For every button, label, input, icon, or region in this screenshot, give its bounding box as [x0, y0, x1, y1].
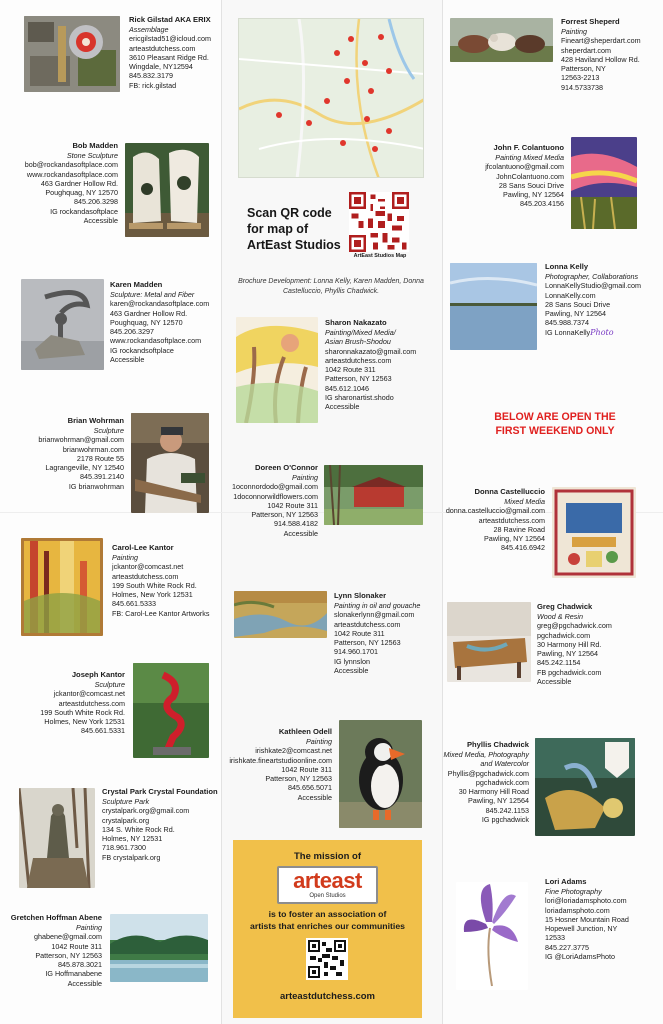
- contact-website: brianwohrman.com: [62, 444, 124, 454]
- contact-website: pgchadwick.com: [475, 777, 529, 787]
- contact-email: jfcolantuono@gmail.com: [485, 162, 564, 172]
- contact-social: FB crystalpark.org: [102, 852, 161, 862]
- artwork-photo-game-board-collage: [552, 487, 636, 578]
- contact-zip: 12563-2213: [561, 73, 600, 83]
- artist-entry-gretchen-abene: [11, 913, 102, 988]
- artwork-photo-red-sculpture: [133, 663, 209, 758]
- artist-name: John F. Colantuono: [493, 143, 564, 152]
- artist-medium: Painting: [292, 473, 318, 482]
- artist-name: Lynn Slonaker: [334, 591, 387, 600]
- artist-entry-lynn-slonaker: [334, 591, 420, 675]
- artwork-photo-brush-painting: [236, 317, 318, 423]
- contact-email: Fineart@sheperdart.com: [561, 36, 641, 46]
- artwork-photo-red-barn: [324, 465, 423, 525]
- contact-phone: 845.206.3298: [74, 197, 118, 207]
- contact-address: 463 Gardner Hollow Rd.: [40, 178, 118, 188]
- qr-code-map[interactable]: [349, 192, 409, 252]
- accessible-note: Accessible: [67, 978, 102, 988]
- contact-address: 1042 Route 311: [334, 628, 385, 638]
- contact-website: irishkate.fineartstudioonline.com: [229, 755, 332, 765]
- contact-phone: 845.832.3179: [129, 71, 173, 81]
- website-link[interactable]: arteastdutchess.com: [279, 991, 376, 1002]
- artist-entry-greg-chadwick: [537, 602, 612, 686]
- contact-city: Pawling, NY 12564: [545, 309, 607, 319]
- artist-medium: Sculpture: [93, 426, 124, 435]
- contact-city: Lagrangeville, NY 12540: [45, 463, 124, 473]
- accessible-note: Accessible: [110, 355, 145, 365]
- contact-website: LonnaKelly.com: [545, 290, 596, 300]
- mission-title: The mission of: [293, 851, 362, 862]
- contact-email: ericgilstad51@icloud.com: [129, 34, 212, 44]
- contact-website: www.rockandasoftplace.com: [26, 169, 118, 179]
- artwork-photo-metal-sculpture: [21, 279, 104, 370]
- artist-name: Phyllis Chadwick: [466, 740, 529, 749]
- artist-entry-crystal-park: [102, 787, 218, 862]
- artist-name: Forrest Sheperd: [561, 17, 620, 26]
- contact-website: loriadamsphoto.com: [545, 905, 610, 915]
- contact-city: Pawling, NY 12564: [537, 649, 599, 659]
- contact-address: 2178 Route 55: [76, 453, 124, 463]
- contact-address: 1042 Route 311: [267, 500, 318, 510]
- contact-city: Pawling, NY 12564: [483, 534, 545, 544]
- contact-city: Patterson, NY 12563: [325, 374, 392, 384]
- contact-address: 199 South White Rock Rd.: [112, 580, 197, 590]
- contact-phone: 845.203.4156: [520, 199, 564, 209]
- contact-phone: 845.242.1154: [537, 658, 581, 668]
- contact-email: donna.castelluccio@gmail.com: [445, 506, 545, 516]
- contact-city: Holmes, NY 12531: [102, 834, 163, 844]
- artist-entry-donna-castelluccio: [446, 487, 545, 553]
- artist-medium: Mixed Media, Photography: [443, 750, 529, 759]
- contact-email: ghabene@gmail.com: [33, 932, 102, 942]
- arteast-logo: [277, 866, 378, 904]
- contact-website: arteastdutchess.com: [129, 43, 196, 53]
- contact-phone: 845.656.5071: [288, 783, 332, 793]
- contact-social: IG lynnslon: [334, 656, 370, 666]
- artist-name: Rick Gilstad AKA ERIX: [129, 15, 211, 24]
- contact-website: pgchadwick.com: [537, 630, 591, 640]
- artwork-photo-lake-photograph: [450, 263, 537, 350]
- contact-email: jckantor@comcast.net: [53, 689, 125, 699]
- accessible-note: Accessible: [297, 792, 332, 802]
- artist-medium: Stone Sculpture: [66, 151, 118, 160]
- contact-phone: 845.878.3021: [58, 960, 102, 970]
- contact-social: IG rockandsoftplace: [110, 345, 174, 355]
- artist-entry-doreen-oconnor: [232, 463, 318, 538]
- artist-name: Sharon Nakazato: [325, 318, 387, 327]
- contact-social: IG @LoriAdamsPhoto: [545, 952, 616, 962]
- contact-address: 30 Harmony Hill Road: [458, 787, 529, 797]
- notice-line: BELOW ARE OPEN THE: [494, 411, 616, 423]
- artwork-photo-cattle-painting: [450, 18, 553, 62]
- qr-caption: ArtEast Studios Map: [353, 253, 407, 259]
- contact-address: 28 Sans Souci Drive: [498, 180, 564, 190]
- artist-name: Bob Madden: [72, 141, 118, 150]
- qr-code-website[interactable]: [306, 938, 348, 980]
- mission-line: artists that enriches our communities: [250, 920, 405, 931]
- artist-entry-forrest-sheperd: [561, 17, 641, 92]
- artist-entry-bob-madden: [25, 141, 118, 225]
- mission-statement: [233, 909, 422, 932]
- artist-name: Lonna Kelly: [545, 262, 589, 271]
- artwork-photo-abstract-painting: [21, 538, 103, 636]
- artist-medium: Painting: [306, 737, 332, 746]
- contact-phone: 914.5733738: [561, 82, 603, 92]
- accessible-note: Accessible: [283, 528, 318, 538]
- contact-phone: 845.988.7374: [545, 318, 589, 328]
- artist-entry-kathleen-odell: [229, 727, 332, 802]
- artist-medium: Asian Brush-Shodou: [325, 337, 391, 347]
- artwork-photo-landscape-painting: [110, 914, 208, 982]
- artist-medium: Painting/Mixed Media/: [325, 328, 396, 337]
- artist-medium: Painting: [112, 553, 138, 562]
- contact-social: [545, 328, 641, 337]
- contact-phone: 845.227.3775: [545, 942, 589, 952]
- contact-email: brianwohrman@gmail.com: [38, 435, 124, 445]
- artwork-photo-cyclamen-flower: [456, 882, 528, 990]
- contact-address: 28 Ravine Road: [493, 524, 545, 534]
- artist-name: Gretchen Hoffman Abene: [10, 913, 102, 922]
- artist-entry-rick-gilstad: [129, 15, 211, 90]
- contact-website: JohnColantuono.com: [496, 171, 564, 181]
- contact-website: arteastdutchess.com: [112, 571, 179, 581]
- artwork-photo-wood-resin-table: [447, 602, 531, 682]
- contact-phone: 845.661.5333: [112, 599, 156, 609]
- artwork-photo-assemblage: [24, 16, 120, 92]
- contact-email: slonakerlynn@gmail.com: [334, 610, 415, 620]
- contact-website: arteastdutchess.com: [58, 698, 125, 708]
- contact-address: 15 Hosner Mountain Road: [545, 914, 629, 924]
- artist-entry-carol-lee-kantor: [112, 543, 209, 618]
- contact-social: FB: Carol-Lee Kantor Artworks: [112, 608, 210, 618]
- contact-address: 463 Gardner Hollow Rd.: [110, 308, 188, 318]
- scan-qr-heading: Scan QR code for map of ArtEast Studios: [247, 206, 341, 252]
- artist-name: Joseph Kantor: [71, 670, 125, 679]
- artist-medium: Painting in oil and gouache: [334, 601, 421, 610]
- accessible-note: Accessible: [334, 666, 369, 676]
- contact-website: arteastdutchess.com: [325, 355, 392, 365]
- artist-medium: Painting: [76, 923, 102, 932]
- artist-entry-joseph-kantor: [40, 670, 125, 736]
- contact-address: 1042 Route 311: [325, 365, 376, 375]
- artist-medium: Painting Mixed Media: [495, 153, 564, 162]
- accessible-note: Accessible: [83, 216, 118, 226]
- first-weekend-notice: [455, 410, 655, 438]
- contact-city: Hopewell Junction, NY: [545, 924, 618, 934]
- artist-name: Kathleen Odell: [278, 727, 332, 736]
- accessible-note: Accessible: [537, 677, 572, 687]
- artist-medium: Painting: [561, 27, 587, 36]
- contact-social: IG rockandasoftplace: [50, 206, 118, 216]
- contact-email: karen@rockandasoftplace.com: [110, 299, 210, 309]
- contact-address: 1042 Route 311: [51, 941, 102, 951]
- logo-subtitle: Open Studios: [309, 893, 346, 899]
- contact-social: IG sharonartist.shodo: [325, 393, 394, 403]
- artist-medium: Fine Photography: [545, 887, 602, 896]
- contact-phone: 914.960.1701: [334, 647, 378, 657]
- contact-email: bob@rockandasoftplace.com: [24, 160, 118, 170]
- artist-entry-phyllis-chadwick: [444, 740, 530, 824]
- artist-medium: Assemblage: [129, 25, 169, 34]
- artist-name: Crystal Park Crystal Foundation: [102, 787, 218, 796]
- artwork-photo-puffin-painting: [339, 720, 422, 828]
- contact-social: IG brianwohrman: [68, 481, 124, 491]
- contact-website: crystalpark.org: [102, 815, 150, 825]
- contact-phone: 914.588.4182: [274, 519, 318, 529]
- instagram-handle: IG LonnaKelly: [545, 327, 591, 337]
- artwork-photo-stone-sculpture: [125, 143, 209, 237]
- artwork-photo-mixed-media: [571, 137, 637, 229]
- contact-address: 1042 Route 311: [281, 764, 332, 774]
- contact-city: Wingdale, NY12594: [129, 62, 193, 72]
- contact-email: jckantor@comcast.net: [112, 562, 184, 572]
- contact-city: Poughquag, NY 12570: [45, 188, 118, 198]
- contact-address: 30 Harmony Hill Rd.: [537, 639, 602, 649]
- contact-social: FB pgchadwick.com: [537, 667, 602, 677]
- brochure-credits: Brochure Development: Lonna Kelly, Karen Madden, Donna Castelluccio, Phyllis Chadwick.: [238, 278, 424, 295]
- artist-name: Lori Adams: [545, 877, 587, 886]
- contact-phone: 845.612.1046: [325, 383, 369, 393]
- artist-entry-brian-wohrman: [38, 416, 124, 491]
- contact-email: crystalpark.org@gmail.com: [102, 806, 190, 816]
- contact-address: 428 Haviland Hollow Rd.: [561, 54, 640, 64]
- handwritten-note: Photo: [590, 327, 614, 337]
- artist-entry-john-colantuono: [485, 143, 564, 209]
- contact-city: Holmes, New York 12531: [112, 590, 193, 600]
- contact-city: Patterson, NY 12563: [251, 510, 318, 520]
- contact-social: FB: rick.gilstad: [129, 80, 177, 90]
- artist-name: Doreen O'Connor: [255, 463, 318, 472]
- artist-name: Brian Wohrman: [67, 416, 124, 425]
- contact-city: Patterson, NY 12563: [265, 774, 332, 784]
- contact-city: Holmes, New York 12531: [44, 717, 125, 727]
- contact-city: Pawling, NY 12564: [467, 796, 529, 806]
- accessible-note: Accessible: [325, 402, 360, 412]
- notice-line: FIRST WEEKEND ONLY: [495, 425, 615, 437]
- contact-email: 1oconnordodo@gmail.com: [231, 482, 318, 492]
- artist-medium: and Watercolor: [480, 759, 529, 769]
- artist-entry-karen-madden: [110, 280, 209, 364]
- contact-website: sheperdart.com: [561, 45, 611, 55]
- contact-city: Pawling, NY 12564: [502, 190, 564, 200]
- contact-zip: 12533: [545, 933, 565, 943]
- artist-name: Greg Chadwick: [537, 602, 593, 611]
- contact-website: arteastdutchess.com: [478, 515, 545, 525]
- contact-address: 134 S. White Rock Rd.: [102, 824, 175, 834]
- artist-name: Donna Castelluccio: [474, 487, 545, 496]
- artist-medium: Wood & Resin: [537, 612, 583, 621]
- contact-city: Patterson, NY: [561, 64, 606, 74]
- contact-address: 28 Sans Souci Drive: [545, 299, 611, 309]
- artwork-photo-sculptor-at-work: [131, 413, 209, 513]
- artist-medium: Photographer, Collaborations: [545, 272, 639, 281]
- contact-city: Patterson, NY 12563: [334, 638, 401, 648]
- artwork-photo-stream-painting: [234, 591, 327, 638]
- contact-city: Poughquag, NY 12570: [110, 317, 183, 327]
- contact-address: 199 South White Rock Rd.: [40, 707, 125, 717]
- artist-name: Karen Madden: [110, 280, 163, 289]
- artist-medium: Mixed Media: [504, 497, 545, 506]
- contact-email: irishkate2@comcast.net: [255, 746, 332, 756]
- contact-phone: 845.661.5331: [81, 726, 125, 736]
- contact-website: www.rockandasoftplace.com: [110, 336, 202, 346]
- contact-email: LonnaKellyStudio@gmail.com: [545, 281, 641, 291]
- contact-city: Patterson, NY 12563: [35, 950, 102, 960]
- artist-name: Carol-Lee Kantor: [112, 543, 174, 552]
- contact-phone: 845.391.2140: [80, 472, 124, 482]
- mission-line: is to foster an association of: [268, 909, 387, 919]
- contact-email: sharonnakazato@gmail.com: [325, 346, 417, 356]
- artist-entry-sharon-nakazato: [325, 318, 416, 412]
- artist-medium: Sculpture: [94, 680, 125, 689]
- contact-phone: 845.206.3297: [110, 327, 154, 337]
- contact-phone: 718.961.7300: [102, 843, 146, 853]
- contact-email: greg@pgchadwick.com: [537, 621, 612, 631]
- mission-box: [233, 840, 422, 1018]
- studios-map: [238, 18, 424, 178]
- contact-email: Phyllis@pgchadwick.com: [447, 768, 529, 778]
- artist-medium: Sculpture: Metal and Fiber: [110, 290, 195, 299]
- contact-social: IG Hoffmanabene: [45, 969, 102, 979]
- artist-entry-lonna-kelly: [545, 262, 641, 337]
- contact-address: 3610 Pleasant Ridge Rd.: [129, 52, 209, 62]
- contact-website: 1doconnorwildflowers.com: [233, 491, 318, 501]
- logo-wordmark: arteast: [293, 868, 362, 893]
- contact-social: IG pgchadwick: [481, 815, 529, 825]
- contact-phone: 845.242.1153: [485, 805, 529, 815]
- contact-email: lori@loriadamsphoto.com: [545, 896, 627, 906]
- contact-website: arteastdutchess.com: [334, 619, 401, 629]
- artist-medium: Sculpture Park: [102, 797, 150, 806]
- artwork-photo-watercolor-collage: [535, 738, 635, 836]
- artwork-photo-crystal-park: [19, 788, 95, 888]
- contact-phone: 845.416.6942: [501, 543, 545, 553]
- artist-entry-lori-adams: [545, 877, 629, 961]
